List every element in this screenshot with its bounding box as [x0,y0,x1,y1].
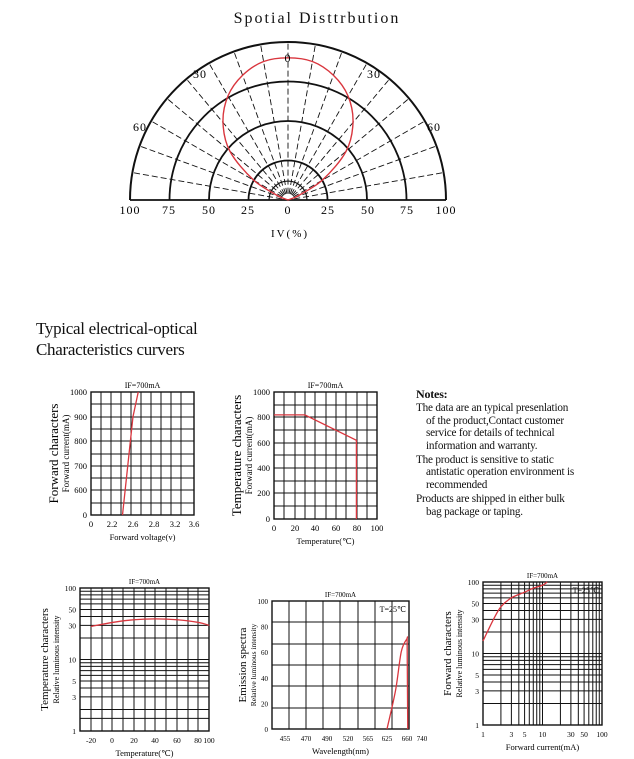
y-tick-label: 60 [261,649,268,658]
y-tick-label: 800 [74,436,87,446]
y-tick-label: 1000 [70,387,87,397]
y-axis-label-sub: Forward current(mA) [61,414,71,493]
notes-line: antistatic operation environment is [426,466,575,479]
y-tick-label: 100 [64,584,76,593]
section-title-line-1: Typical electrical-optical [36,319,198,338]
y-tick-label: 40 [261,674,268,683]
y-tick-label: 100 [257,598,268,606]
y-tick-label: 5 [475,671,479,681]
y-tick-label: 0 [82,510,87,520]
polar-radial-tick: 75 [400,203,414,217]
notes-line: recommended [426,478,488,491]
y-tick-label: 600 [257,438,270,448]
x-tick-label: 40 [151,736,159,745]
x-tick-label: 100 [596,730,608,739]
polar-radial-tick: 25 [321,203,335,217]
y-tick-label: 30 [471,615,479,625]
polar-radial-tick: 50 [361,203,375,217]
x-tick-label: 80 [352,523,362,533]
x-tick-label: 0 [88,519,94,529]
y-tick-label: 20 [261,700,268,709]
y-axis-label-sub: Relative luminous intensity [52,615,61,704]
notes-line: information and warranty. [426,439,538,452]
series-line [387,637,408,729]
notes-line: of the product,Contact customer [426,414,564,427]
x-axis-label: Forward current(mA) [505,742,580,752]
notes-line: bag package or taping. [426,505,523,518]
y-tick-label: 400 [257,463,270,473]
y-tick-label: 30 [68,621,76,631]
small-charts [0,370,634,759]
x-tick-label: 50 [580,730,588,739]
x-tick-label: 2.6 [127,519,139,529]
polar-spoke [186,79,283,195]
y-tick-label: 5 [72,677,76,687]
y-tick-label: 3 [72,692,76,702]
polar-angle-label: 60 [133,120,147,134]
y-tick-label: 0 [264,726,268,734]
x-tick-label: 0 [271,523,277,533]
x-tick-label: 60 [331,523,341,533]
polar-spoke [292,79,389,195]
polar-angle-label: 30 [193,67,207,81]
polar-spoke [167,98,283,195]
x-axis-label: Temperature(℃) [296,536,355,546]
y-tick-label: 700 [74,461,87,471]
y-tick-label: 1 [475,721,479,730]
y-axis-label-main: Forward characters [46,403,61,504]
page-title: Spotial Disttrbution [233,10,401,27]
x-tick-label: 20 [130,736,138,745]
chart-title: IF=700mA [526,572,559,580]
x-tick-label: 490 [321,735,333,743]
polar-radial-tick: 50 [202,203,216,217]
notes-line: The data are an typical presenlation [416,402,569,415]
chart-title: IF=700mA [124,381,161,390]
x-tick-label: 100 [203,736,215,745]
y-tick-label: 50 [68,605,76,615]
x-tick-label: 2.8 [148,519,160,529]
y-tick-label: 800 [257,412,270,422]
y-axis-label-main: Emission spectra [237,627,249,703]
x-axis-label: Forward voltage(v) [109,532,176,542]
y-tick-label: 900 [74,412,87,422]
x-tick-label: 3 [509,730,514,739]
section-title [36,318,197,360]
polar-angle-label: 0 [284,51,292,65]
polar-radial-tick: 100 [119,203,141,217]
y-tick-label: 200 [257,488,270,498]
notes-heading: Notes: [416,387,448,401]
polar-spoke [293,98,409,195]
x-tick-label: 660 [401,735,413,743]
polar-radial-tick: 75 [162,203,176,217]
x-tick-label: 0 [110,736,114,745]
x-tick-label: 30 [567,730,575,739]
x-tick-label: 20 [290,523,300,533]
y-axis-label-sub: Forward current(mA) [244,416,254,495]
y-axis-label-main: Forward characters [442,611,454,696]
spatial-distribution-chart [0,0,634,250]
y-tick-label: 0 [265,514,270,524]
y-tick-label: 10 [471,649,479,659]
chart-annotation: T=25℃ [572,586,599,595]
y-tick-label: 600 [74,485,87,495]
x-tick-label: 470 [300,735,312,743]
y-tick-label: 50 [471,599,479,609]
x-tick-label: 40 [310,523,320,533]
x-tick-label: 80 [194,736,202,745]
x-tick-label: 10 [538,730,547,739]
chart-title: IF=700mA [324,591,357,599]
y-tick-label: 100 [467,578,479,587]
y-tick-label: 1000 [253,387,270,397]
polar-angle-label: 60 [427,120,441,134]
polar-axis-label: IV(%) [270,228,310,240]
section-title-line-2: Characteristics curvers [36,340,185,359]
x-tick-label: 5 [522,730,527,739]
chart-title: IF=700mA [307,381,344,390]
polar-radial-tick: 100 [435,203,457,217]
x-tick-label: -20 [86,736,96,745]
x-axis-label: Temperature(℃) [115,748,174,758]
x-tick-label: 455 [279,735,291,743]
y-axis-label-sub: Relative luminous intensity [249,623,258,707]
chart-title: IF=700mA [128,578,161,586]
y-axis-label-main: Temperature characters [229,394,244,517]
x-tick-label: 520 [342,735,354,743]
notes-line: service for details of technical [426,427,555,440]
y-axis-label-sub: Relative luminous intensity [455,609,464,698]
x-tick-label: 565 [362,735,374,743]
x-tick-label: 100 [370,523,384,533]
x-tick-label: 3.2 [169,519,181,529]
x-tick-label: 60 [173,736,181,745]
y-axis-label-main: Temperature characters [39,608,51,711]
polar-radial-tick: 25 [241,203,255,217]
x-tick-label: 740 [416,735,428,743]
x-tick-label: 1 [481,730,485,739]
y-tick-label: 3 [475,686,479,696]
polar-radial-tick: 0 [284,203,292,217]
notes-line: The product is sensitive to static [416,454,554,467]
x-tick-label: 2.2 [106,519,118,529]
x-tick-label: 625 [381,735,393,743]
y-tick-label: 10 [68,655,76,665]
x-tick-label: 3.6 [188,519,200,529]
notes-line: Products are shipped in either bulk [416,493,565,506]
chart-annotation: T=25℃ [379,605,406,614]
y-tick-label: 1 [72,727,76,736]
x-axis-label: Wavelength(nm) [312,746,369,756]
y-tick-label: 80 [261,623,268,632]
polar-angle-label: 30 [367,67,381,81]
